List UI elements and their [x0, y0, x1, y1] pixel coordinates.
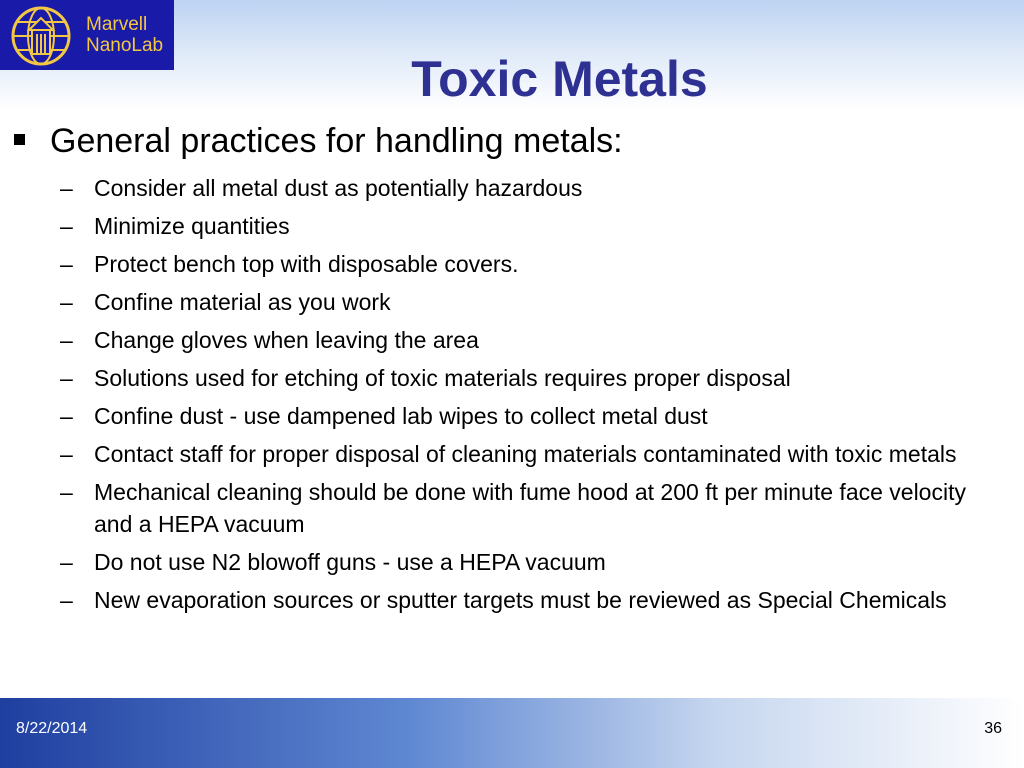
sub-bullet-item — [0, 476, 1024, 540]
sub-bullet-item — [0, 362, 1024, 394]
dash-bullet-icon: – — [60, 327, 73, 353]
sub-bullet-item — [0, 324, 1024, 356]
sub-bullet-item — [0, 400, 1024, 432]
sub-bullet-text: Do not use N2 blowoff guns - use a HEPA vacuum — [94, 549, 606, 575]
sub-bullet-text: Consider all metal dust as potentially hazardous — [94, 175, 583, 201]
sub-bullet-item — [0, 584, 1024, 616]
dash-bullet-icon: – — [60, 251, 73, 277]
dash-bullet-icon: – — [60, 441, 73, 467]
sub-bullet-text: Mechanical cleaning should be done with fume hood at 200 ft per minute face velocity and a HEPA vacuum — [94, 479, 966, 537]
sub-bullet-text: Solutions used for etching of toxic materials requires proper disposal — [94, 365, 791, 391]
slide-number: 36 — [984, 720, 1002, 737]
sub-bullet-item — [0, 248, 1024, 280]
sub-bullet-text: Contact staff for proper disposal of cleaning materials contaminated with toxic metals — [94, 441, 957, 467]
sub-bullet-item — [0, 172, 1024, 204]
sub-bullet-item — [0, 286, 1024, 318]
sub-bullet-item — [0, 438, 1024, 470]
sub-bullet-text: Confine dust - use dampened lab wipes to collect metal dust — [94, 403, 708, 429]
dash-bullet-icon: – — [60, 479, 73, 505]
footer-date: 8/22/2014 — [16, 720, 88, 737]
dash-bullet-icon: – — [60, 213, 73, 239]
dash-bullet-icon: – — [60, 175, 73, 201]
sub-bullet-text: New evaporation sources or sputter targets must be reviewed as Special Chemicals — [94, 587, 947, 613]
dash-bullet-icon: – — [60, 403, 73, 429]
dash-bullet-icon: – — [60, 289, 73, 315]
dash-bullet-icon: – — [60, 587, 73, 613]
sub-bullet-text: Minimize quantities — [94, 213, 290, 239]
slide-footer — [0, 698, 1024, 768]
sub-bullet-text: Change gloves when leaving the area — [94, 327, 479, 353]
dash-bullet-icon: – — [60, 549, 73, 575]
dash-bullet-icon: – — [60, 365, 73, 391]
square-bullet-icon — [14, 134, 25, 145]
main-bullet-text: General practices for handling metals: — [50, 122, 623, 160]
sub-bullet-text: Confine material as you work — [94, 289, 391, 315]
sub-bullet-list — [0, 172, 1024, 622]
logo-line-2: NanoLab — [86, 35, 164, 56]
sub-bullet-item — [0, 210, 1024, 242]
sub-bullet-text: Protect bench top with disposable covers. — [94, 251, 519, 277]
sub-bullet-item — [0, 546, 1024, 578]
slide-title: Toxic Metals — [411, 51, 708, 107]
logo-line-1: Marvell — [86, 14, 148, 35]
